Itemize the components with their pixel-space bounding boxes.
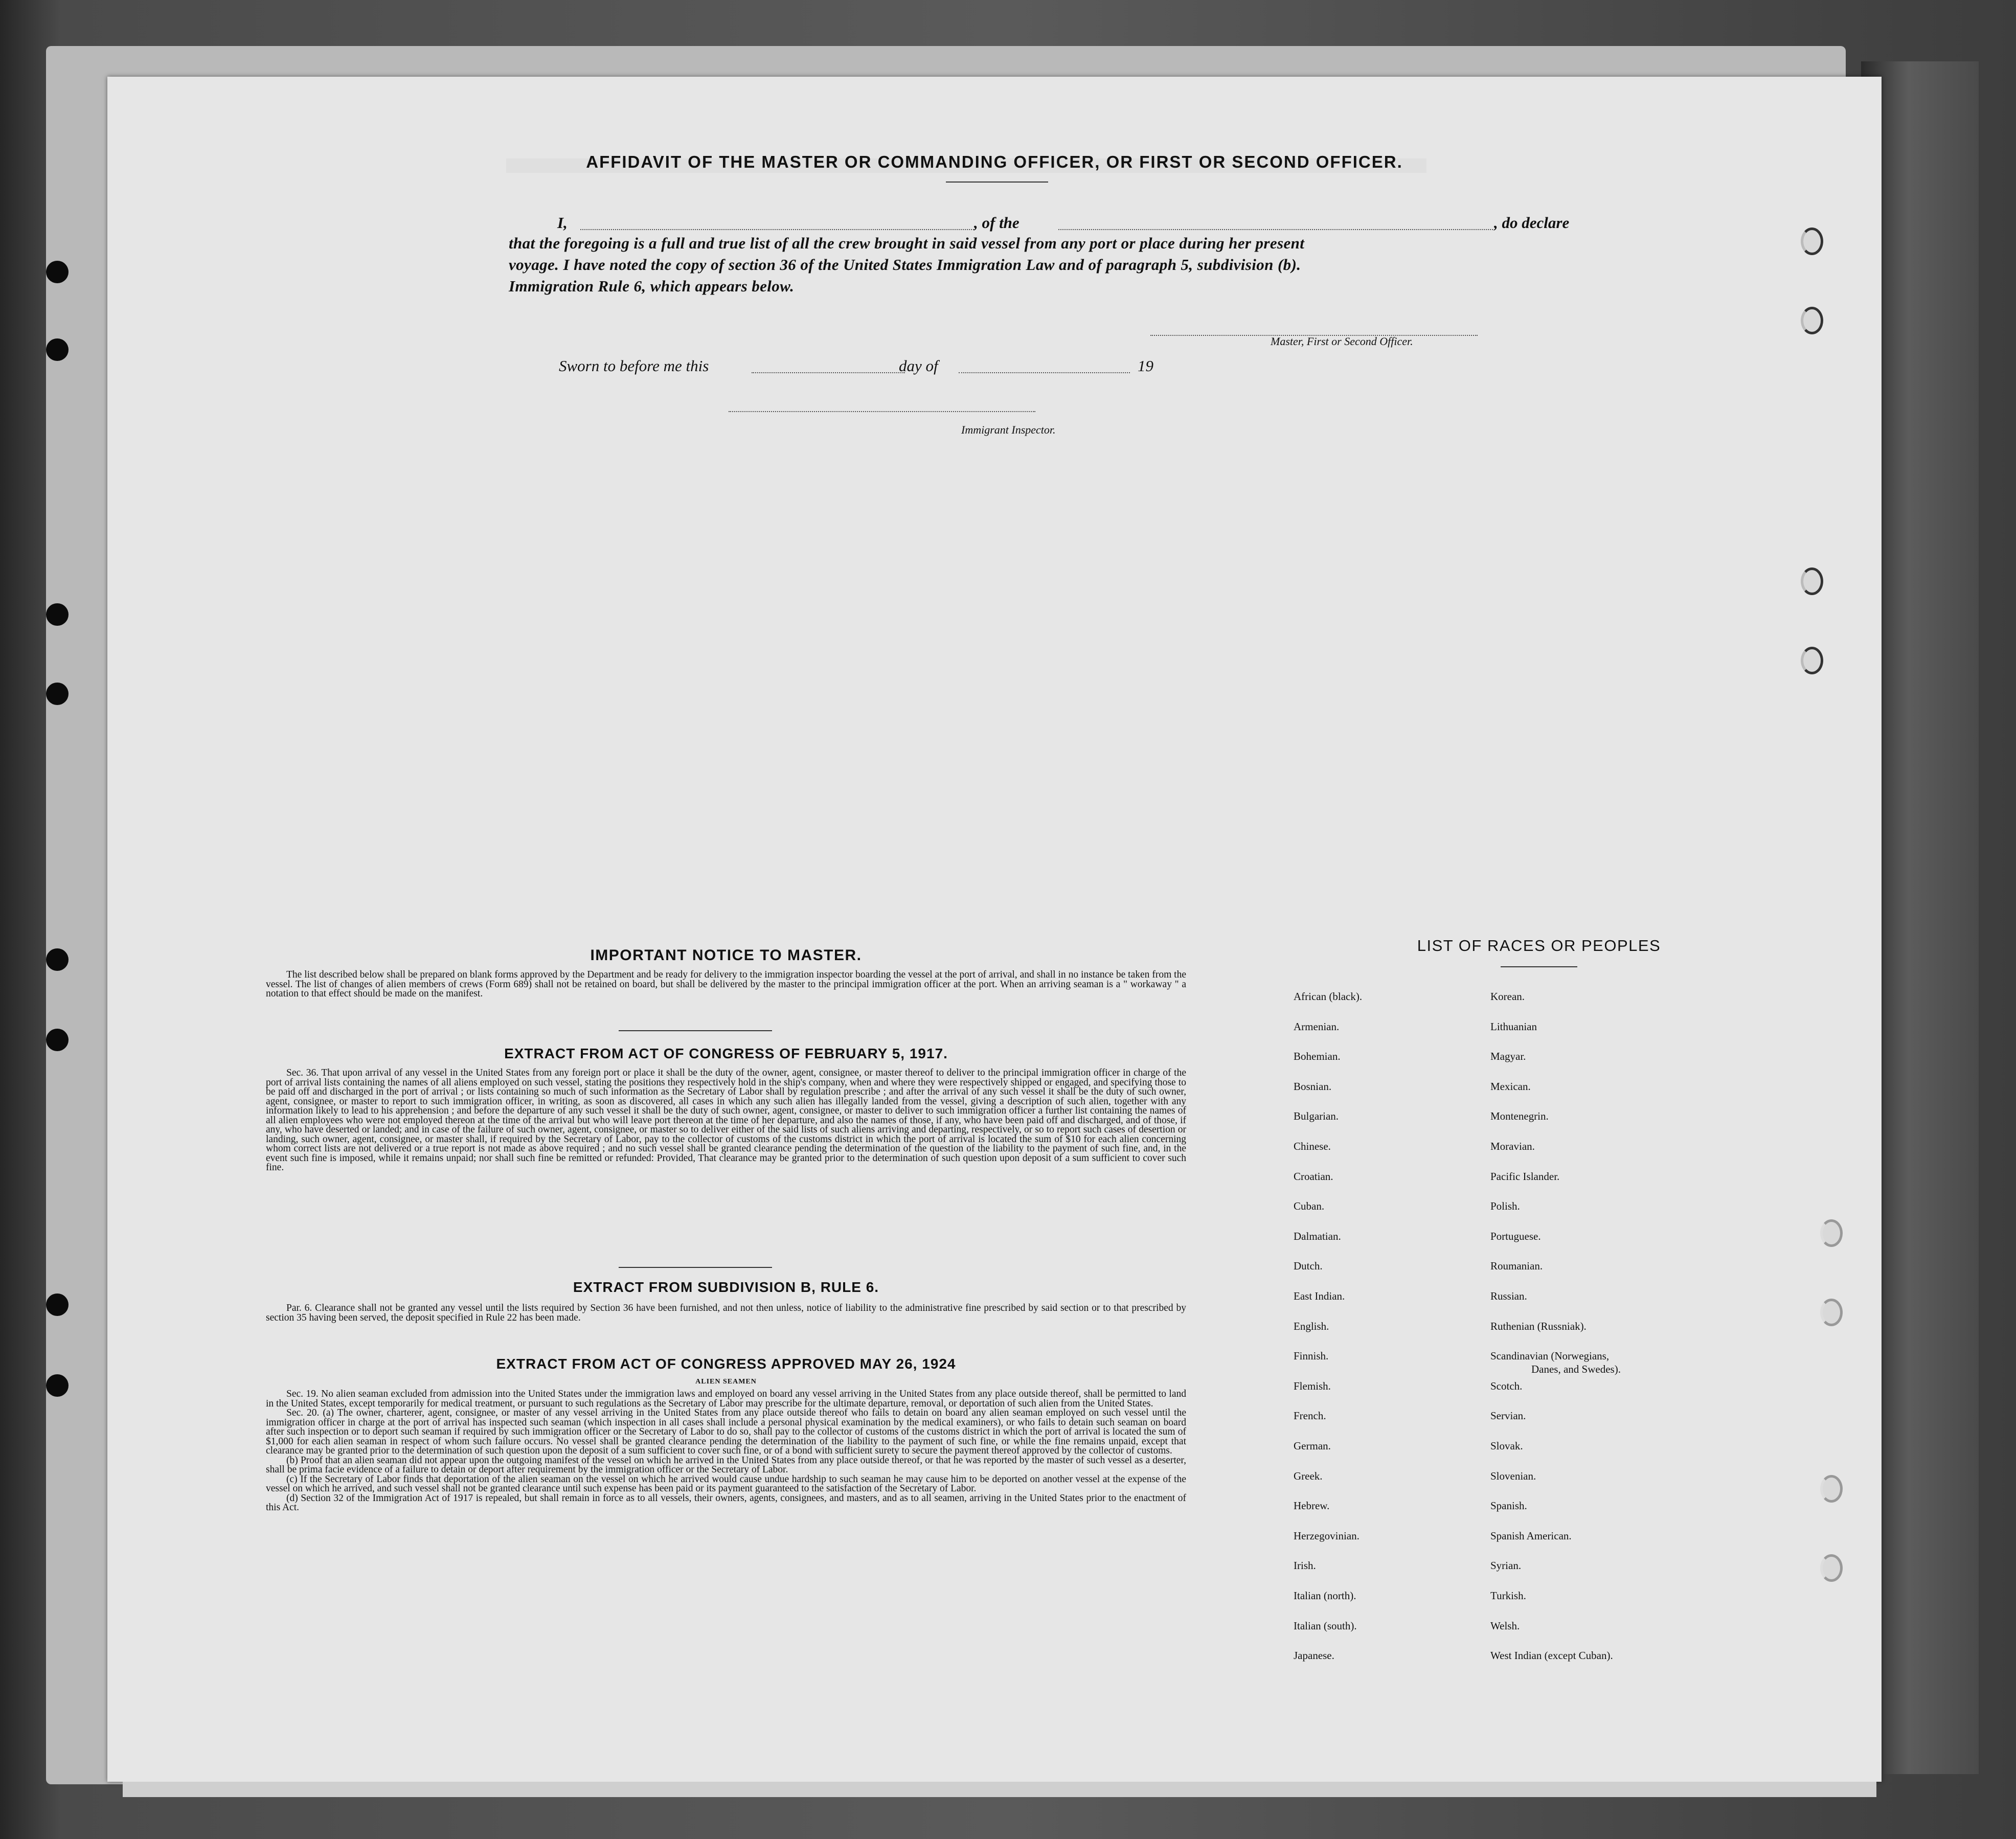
section-36-paragraph: Sec. 36. That upon arrival of any vessel in the United States from any foreign port or place it shall be the duty of the owner, agent, consignee, or master thereof to deliver to the principal immigration officer in charge of the port of arrival lists containing the names of all aliens employed on such vessel, stating the positions they respectively hold in the ship's company, when and where they were respectively shipped or engaged, and specifying those to be paid off and discharged in the port of arrival ; or lists containing so much of such information as the Secretary of Labor shall by regulation prescribe ; and after the arrival of any such vessel it shall be the duty of such owner, agent, consignee, or master to report to such immigration officer, in writing, as soon as discovered, all cases in which any such alien has illegally landed from the vessel, giving a description of such alien, together with any information likely to lead to his apprehension ; and before the departure of any such vessel it shall be the duty of such owner, agent, consignee, or master to deliver to such immigration officer a further list containing the names of all alien employees who were not employed thereon at the time of the arrival but who will leave port thereon at the time of her departure, and also the names of those, if any, who have been paid off and discharged, and of those, if any, who have deserted or landed; and in case of the failure of such owner, agent, consignee, or master so to deliver either of the said lists of such aliens arriving and departing, respectively, or so to report such cases of desertion or landing, such owner, agent, consignee, or master shall, if required by the Secretary of Labor, pay to the collector of customs of the customs district in which the port of arrival is located the sum of $10 for each alien concerning whom correct lists are not delivered or a true report is not made as above required ; and no such vessel shall be granted clearance pending the determination of the question of the liability to the payment of such fine, and, in the event such fine is imposed, while it remains unpaid; nor shall such fine be remitted or refunded: Provided, That clearance may be granted prior to the determination of such question upon deposit of a sum sufficient to cover such fine. <box>266 1068 1186 1173</box>
race-left-item: German. <box>1294 1440 1331 1452</box>
race-right-item: Magyar. <box>1490 1050 1526 1063</box>
race-right-item: Spanish. <box>1490 1500 1527 1512</box>
binder-hole <box>46 948 69 971</box>
punch-ring <box>1801 307 1823 334</box>
race-left-item: Bulgarian. <box>1294 1110 1339 1123</box>
declare-end: , do declare <box>1494 214 1570 232</box>
race-left-item: Finnish. <box>1294 1350 1329 1363</box>
race-right-item: Turkish. <box>1490 1590 1526 1602</box>
race-left-item: Bosnian. <box>1294 1080 1332 1093</box>
race-left-item: Croatian. <box>1294 1170 1333 1183</box>
declare-of-the: , of the <box>974 214 1020 232</box>
race-right-item: Servian. <box>1490 1410 1526 1422</box>
punch-ring <box>1801 647 1823 674</box>
race-right-item: Welsh. <box>1490 1619 1520 1632</box>
race-right-item: Montenegrin. <box>1490 1110 1549 1123</box>
sworn-day-blank <box>752 372 905 373</box>
race-right-item: Pacific Islander. <box>1490 1170 1560 1183</box>
race-left-item: Flemish. <box>1294 1379 1331 1392</box>
page-bottom-strip <box>123 1782 1876 1797</box>
race-right-item: West Indian (except Cuban). <box>1490 1649 1613 1662</box>
section-20d-paragraph: (d) Section 32 of the Immigration Act of 1917 is repealed, but shall remain in force as to all vessels, their owners, agents, consignees, and masters, and as to all seamen, arriving in the United States prior to the enactment of this Act. <box>266 1492 1186 1513</box>
race-right-item: Portuguese. <box>1490 1230 1541 1242</box>
name-blank <box>580 229 974 230</box>
race-right-item: Moravian. <box>1490 1140 1535 1152</box>
race-right-item: Korean. <box>1490 990 1525 1003</box>
race-right-item: Ruthenian (Russniak). <box>1490 1320 1587 1332</box>
binder-hole <box>46 683 69 705</box>
race-left-item: French. <box>1294 1410 1326 1422</box>
race-right-item: Polish. <box>1490 1200 1520 1213</box>
race-right-item: Slovenian. <box>1490 1469 1536 1482</box>
binder-hole <box>46 1293 69 1316</box>
race-left-item: Dalmatian. <box>1294 1230 1341 1242</box>
race-right-continuation: Danes, and Swedes). <box>1531 1363 1621 1376</box>
race-right-item: Spanish American. <box>1490 1529 1572 1542</box>
punch-ring <box>1801 228 1823 255</box>
punch-ring <box>1820 1299 1843 1326</box>
races-title: LIST OF RACES OR PEOPLES <box>1417 937 1661 955</box>
sworn-prefix: Sworn to before me this <box>559 357 709 375</box>
race-left-item: Chinese. <box>1294 1140 1331 1152</box>
race-left-item: Bohemian. <box>1294 1050 1341 1063</box>
extract-1924-subtitle: ALIEN SEAMEN <box>695 1378 757 1386</box>
race-right-item: Syrian. <box>1490 1559 1522 1572</box>
extract-1917-rule <box>619 1267 772 1268</box>
extract-1924-text <box>266 1390 1186 1513</box>
race-right-item: Russian. <box>1490 1290 1527 1302</box>
extract-1924-title: EXTRACT FROM ACT OF CONGRESS APPROVED MAY 26, 1924 <box>496 1356 956 1372</box>
inspector-signature-line <box>729 411 1035 412</box>
binder-hole <box>46 603 69 626</box>
race-left-item: English. <box>1294 1320 1329 1332</box>
punch-ring <box>1820 1475 1843 1503</box>
officer-caption: Master, First or Second Officer. <box>1271 335 1413 348</box>
race-left-item: Dutch. <box>1294 1260 1323 1273</box>
races-title-rule <box>1501 966 1577 967</box>
extract-rule6-title: EXTRACT FROM SUBDIVISION B, RULE 6. <box>573 1279 879 1295</box>
section-20b-paragraph: (b) Proof that an alien seaman did not appear upon the outgoing manifest of the vessel on which he arrived in the United States from any place outside thereof, or that he was reported by the master of such vessel as a deserter, shall be prima facie evidence of a failure to detain or deport after requirement by the immigration officer or the Secretary of Labor. <box>266 1455 1186 1475</box>
extract-1917-text <box>266 1069 1186 1173</box>
punch-ring <box>1820 1554 1843 1582</box>
manifest-page <box>107 77 1882 1782</box>
affidavit-title-rule <box>946 181 1048 183</box>
affidavit-body-line-1: that the foregoing is a full and true list of all the crew brought in said vessel from any port or place during her present <box>509 234 1305 252</box>
notice-rule <box>619 1030 772 1031</box>
inspector-caption: Immigrant Inspector. <box>961 423 1056 436</box>
race-left-item: Armenian. <box>1294 1020 1340 1033</box>
race-left-item: Italian (north). <box>1294 1590 1356 1602</box>
binder-hole <box>46 1374 69 1397</box>
race-left-item: Italian (south). <box>1294 1619 1357 1632</box>
vessel-blank <box>1058 229 1493 230</box>
paragraph-6: Par. 6. Clearance shall not be granted any vessel until the lists required by Section 36 have been furnished, and not then unless, notice of liability to the administrative fine prescribed by said section or to that prescribed by section 35 having been served, the deposit specified in Rule 22 has been made. <box>266 1303 1186 1323</box>
affidavit-body-line-3: Immigration Rule 6, which appears below. <box>509 277 795 295</box>
affidavit-title: AFFIDAVIT OF THE MASTER OR COMMANDING OFFICER, OR FIRST OR SECOND OFFICER. <box>586 152 1403 171</box>
race-left-item: Cuban. <box>1294 1200 1325 1213</box>
extract-1917-title: EXTRACT FROM ACT OF CONGRESS OF FEBRUARY 5, 1917. <box>504 1046 948 1061</box>
sworn-day-of: day of <box>899 357 938 375</box>
notice-title: IMPORTANT NOTICE TO MASTER. <box>590 947 862 964</box>
sworn-year: 19 <box>1138 357 1153 375</box>
affidavit-body-line-2: voyage. I have noted the copy of section 36 of the United States Immigration Law and of paragraph 5, subdivision (b). <box>509 256 1301 274</box>
binder-hole <box>46 261 69 283</box>
declare-i: I, <box>557 214 568 232</box>
binder-hole <box>46 338 69 361</box>
race-left-item: Irish. <box>1294 1559 1316 1572</box>
race-left-item: Greek. <box>1294 1469 1323 1482</box>
race-right-item: Roumanian. <box>1490 1260 1543 1273</box>
binder-hole <box>46 1029 69 1051</box>
race-right-item: Lithuanian <box>1490 1020 1537 1033</box>
notice-paragraph: The list described below shall be prepared on blank forms approved by the Department and be ready for delivery to the immigration inspector boarding the vessel at the port of arrival, and shall in no instance be taken from the vessel. The list of changes of alien members of crews (Form 689) shall not be retained on board, but shall be delivered by the master to the principal immigration officer at the port. When an arriving seaman is a " workaway " a notation to that effect should be made on the manifest. <box>266 969 1186 999</box>
race-right-item: Scotch. <box>1490 1379 1523 1392</box>
extract-rule6-text <box>266 1304 1186 1323</box>
race-right-item: Slovak. <box>1490 1440 1523 1452</box>
punch-ring <box>1801 567 1823 595</box>
sworn-month-blank <box>959 372 1130 373</box>
notice-text <box>266 970 1186 999</box>
section-19-paragraph: Sec. 19. No alien seaman excluded from admission into the United States under the immigration laws and employed on board any vessel arriving in the United States from any place outside thereof, shall be permitted to land in the United States, except temporarily for medical treatment, or pursuant to such regulations as the Secretary of Labor may prescribe for the ultimate departure, removal, or deportation of such alien from the United States. <box>266 1389 1186 1409</box>
race-left-item: Herzegovinian. <box>1294 1529 1360 1542</box>
race-right-item: Mexican. <box>1490 1080 1531 1093</box>
race-left-item: East Indian. <box>1294 1290 1345 1302</box>
section-20c-paragraph: (c) If the Secretary of Labor finds that deportation of the alien seaman on the vessel on which he arrived would cause undue hardship to such seaman he may cause him to be deported on another vessel at the expense of the vessel on which he arrived, and such vessel shall not be granted clearance until such expense has been paid or its payment guaranteed to the satisfaction of the Secretary of Labor. <box>266 1473 1186 1494</box>
section-20a-paragraph: Sec. 20. (a) The owner, charterer, agent, consignee, or master of any vessel arriving in the United States from any place outside thereof who fails to detain on board any alien seaman employed on such vessel until the immigration officer in charge at the port of arrival has inspected such seaman (which inspection in all cases shall include a personal physical examination by the medical examiners), or who fails to detain such seaman on board after such inspection or to deport such seaman if required by such immigration officer or the Secretary of Labor to do so, shall pay to the collector of customs of the customs district in which the port of arrival is located the sum of $1,000 for each alien seaman in respect of whom such failure occurs. No vessel shall be granted clearance pending the determination of the liability to the payment of such fine, or while the fine remains unpaid, except that clearance may be granted prior to the determination of such question upon the deposit of a sum sufficient to cover such fine, or of a bond with sufficient surety to secure the payment thereof approved by the collector of customs. <box>266 1407 1186 1456</box>
race-right-item: Scandinavian (Norwegians, <box>1490 1350 1610 1363</box>
race-left-item: Japanese. <box>1294 1649 1334 1662</box>
race-left-item: African (black). <box>1294 990 1363 1003</box>
race-left-item: Hebrew. <box>1294 1500 1330 1512</box>
punch-ring <box>1820 1219 1843 1247</box>
